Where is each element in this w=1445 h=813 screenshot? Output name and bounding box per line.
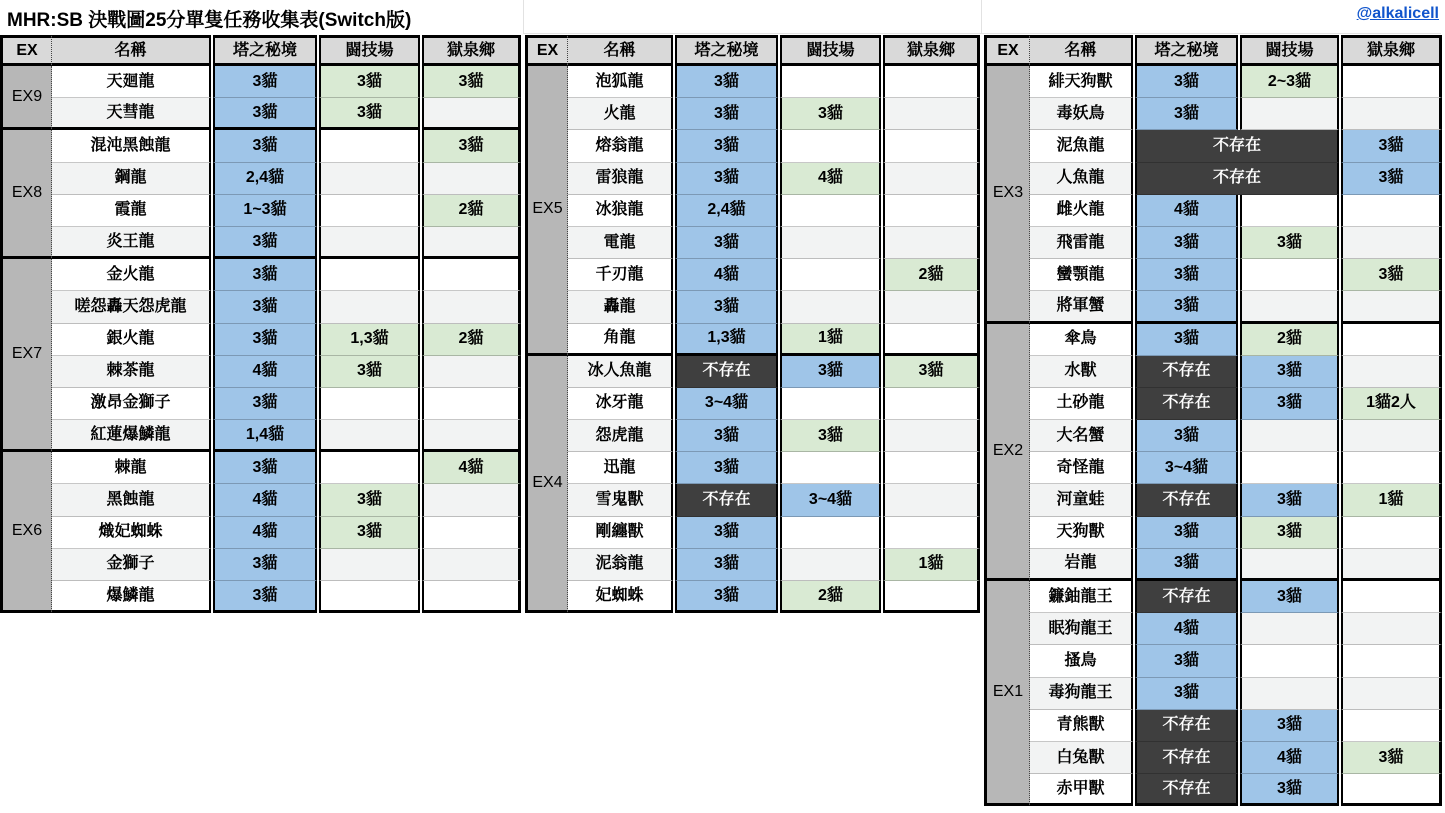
arena-value-cell: 4貓 [780, 163, 881, 195]
monster-name-cell: 激昂金獅子 [52, 388, 211, 420]
monster-name-cell: 緋天狗獸 [1030, 66, 1133, 98]
arena-value-cell [780, 291, 881, 323]
monster-name-cell: 冰牙龍 [568, 388, 673, 420]
arena-value-cell [319, 227, 420, 259]
page-title: MHR:SB 決戰圖25分單隻任務收集表(Switch版) [7, 10, 412, 31]
spring-value-cell [883, 324, 980, 356]
tower-value-cell: 不存在 [1135, 130, 1339, 162]
arena-value-cell: 3貓 [1240, 484, 1339, 516]
ex-table-3 [984, 35, 1442, 806]
arena-value-cell [319, 195, 420, 227]
spring-value-cell [422, 484, 521, 516]
spring-value-cell [1341, 678, 1442, 710]
arena-value-cell [1240, 259, 1339, 291]
arena-value-cell: 2貓 [780, 581, 881, 613]
spring-value-cell [422, 581, 521, 613]
column-header-name: 名稱 [1030, 35, 1133, 66]
arena-value-cell: 3貓 [1240, 356, 1339, 388]
tower-value-cell: 不存在 [1135, 356, 1238, 388]
tower-value-cell: 3貓 [1135, 420, 1238, 452]
tower-value-cell: 3貓 [1135, 549, 1238, 581]
arena-value-cell [1240, 549, 1339, 581]
monster-name-cell: 蠻顎龍 [1030, 259, 1133, 291]
column-header-name: 名稱 [52, 35, 211, 66]
spring-value-cell: 2貓 [422, 324, 521, 356]
arena-value-cell [780, 549, 881, 581]
arena-value-cell: 3貓 [319, 484, 420, 516]
spring-value-cell: 2貓 [883, 259, 980, 291]
tower-value-cell: 不存在 [1135, 484, 1238, 516]
arena-value-cell [780, 130, 881, 162]
tower-value-cell: 不存在 [1135, 388, 1238, 420]
monster-name-cell: 爆鱗龍 [52, 581, 211, 613]
tower-value-cell: 3貓 [1135, 291, 1238, 323]
monster-name-cell: 毒妖鳥 [1030, 98, 1133, 130]
monster-name-cell: 冰人魚龍 [568, 356, 673, 388]
arena-value-cell: 3貓 [1240, 774, 1339, 806]
arena-value-cell [780, 452, 881, 484]
monster-name-cell: 熾妃蜘蛛 [52, 517, 211, 549]
monster-name-cell: 毒狗龍王 [1030, 678, 1133, 710]
spring-value-cell [883, 388, 980, 420]
spring-value-cell [1341, 452, 1442, 484]
tower-value-cell: 3貓 [1135, 678, 1238, 710]
arena-value-cell: 3貓 [780, 356, 881, 388]
arena-value-cell: 3貓 [319, 517, 420, 549]
spring-value-cell: 2貓 [422, 195, 521, 227]
column-header-spring: 獄泉鄉 [883, 35, 980, 66]
monster-name-cell: 土砂龍 [1030, 388, 1133, 420]
arena-value-cell [1240, 613, 1339, 645]
tower-value-cell: 3貓 [1135, 227, 1238, 259]
spring-value-cell: 3貓 [1341, 130, 1442, 162]
monster-name-cell: 鋼龍 [52, 163, 211, 195]
ex-group-label: EX8 [0, 130, 52, 259]
monster-name-cell: 將軍蟹 [1030, 291, 1133, 323]
tower-value-cell: 3貓 [213, 324, 317, 356]
arena-value-cell: 3貓 [780, 420, 881, 452]
spring-value-cell [422, 98, 521, 130]
tower-value-cell: 1,4貓 [213, 420, 317, 452]
monster-name-cell: 水獸 [1030, 356, 1133, 388]
arena-value-cell: 1貓 [780, 324, 881, 356]
spring-value-cell: 3貓 [883, 356, 980, 388]
arena-value-cell [1240, 195, 1339, 227]
monster-name-cell: 泡狐龍 [568, 66, 673, 98]
arena-value-cell [780, 517, 881, 549]
spring-value-cell: 3貓 [1341, 163, 1442, 195]
monster-name-cell: 紅蓮爆鱗龍 [52, 420, 211, 452]
monster-name-cell: 青熊獸 [1030, 710, 1133, 742]
spring-value-cell [1341, 517, 1442, 549]
ex-group-label: EX6 [0, 452, 52, 613]
spring-value-cell [422, 517, 521, 549]
monster-name-cell: 金火龍 [52, 259, 211, 291]
tower-value-cell: 4貓 [213, 484, 317, 516]
spring-value-cell [1341, 98, 1442, 130]
tower-value-cell: 1~3貓 [213, 195, 317, 227]
tower-value-cell: 2,4貓 [213, 163, 317, 195]
arena-value-cell [319, 259, 420, 291]
tower-value-cell: 4貓 [1135, 613, 1238, 645]
arena-value-cell: 3貓 [319, 98, 420, 130]
arena-value-cell: 3貓 [780, 98, 881, 130]
ex-group-label: EX4 [525, 356, 568, 614]
tower-value-cell: 3貓 [675, 420, 778, 452]
ex-table-1 [0, 35, 521, 613]
tower-value-cell: 3貓 [1135, 324, 1238, 356]
spring-value-cell [883, 420, 980, 452]
tower-value-cell: 3貓 [1135, 259, 1238, 291]
spring-value-cell [422, 259, 521, 291]
tower-value-cell: 3~4貓 [1135, 452, 1238, 484]
monster-name-cell: 泥翁龍 [568, 549, 673, 581]
arena-value-cell [1240, 420, 1339, 452]
arena-value-cell: 4貓 [1240, 742, 1339, 774]
monster-name-cell: 河童蛙 [1030, 484, 1133, 516]
tower-value-cell: 不存在 [675, 356, 778, 388]
arena-value-cell [319, 420, 420, 452]
arena-value-cell [319, 388, 420, 420]
spring-value-cell [422, 549, 521, 581]
spring-value-cell: 1貓 [883, 549, 980, 581]
tower-value-cell: 3貓 [675, 291, 778, 323]
spring-value-cell [883, 291, 980, 323]
arena-value-cell [319, 452, 420, 484]
spring-value-cell: 4貓 [422, 452, 521, 484]
arena-value-cell [319, 549, 420, 581]
spring-value-cell [1341, 613, 1442, 645]
monster-name-cell: 眠狗龍王 [1030, 613, 1133, 645]
arena-value-cell: 1,3貓 [319, 324, 420, 356]
spring-value-cell: 1貓 [1341, 484, 1442, 516]
spring-value-cell [1341, 356, 1442, 388]
spring-value-cell [883, 66, 980, 98]
tower-value-cell: 3貓 [213, 130, 317, 162]
column-header-ex: EX [984, 35, 1030, 66]
monster-name-cell: 妃蜘蛛 [568, 581, 673, 613]
tower-value-cell: 3貓 [213, 227, 317, 259]
monster-name-cell: 熔翁龍 [568, 130, 673, 162]
tower-value-cell: 3貓 [213, 98, 317, 130]
tower-value-cell: 3貓 [213, 581, 317, 613]
tower-value-cell: 3貓 [1135, 98, 1238, 130]
arena-value-cell [319, 291, 420, 323]
tower-value-cell: 3貓 [675, 163, 778, 195]
monster-name-cell: 雌火龍 [1030, 195, 1133, 227]
monster-name-cell: 嗟怨轟天怨虎龍 [52, 291, 211, 323]
spring-value-cell [1341, 291, 1442, 323]
gridline [981, 0, 982, 33]
spring-value-cell [883, 195, 980, 227]
credit-link[interactable]: @alkalicell [1356, 5, 1439, 22]
spring-value-cell [422, 227, 521, 259]
tower-value-cell: 不存在 [1135, 163, 1339, 195]
tower-value-cell: 4貓 [1135, 195, 1238, 227]
spring-value-cell [883, 452, 980, 484]
tower-value-cell: 3~4貓 [675, 388, 778, 420]
arena-value-cell: 3貓 [1240, 227, 1339, 259]
tower-value-cell: 3貓 [1135, 645, 1238, 677]
arena-value-cell [780, 259, 881, 291]
arena-value-cell [1240, 98, 1339, 130]
tower-value-cell: 不存在 [675, 484, 778, 516]
arena-value-cell [1240, 452, 1339, 484]
monster-name-cell: 迅龍 [568, 452, 673, 484]
gridline [523, 33, 1441, 34]
spring-value-cell [1341, 581, 1442, 613]
arena-value-cell: 3~4貓 [780, 484, 881, 516]
monster-name-cell: 炎王龍 [52, 227, 211, 259]
ex-group-label: EX7 [0, 259, 52, 452]
tower-value-cell: 3貓 [675, 98, 778, 130]
tower-value-cell: 3貓 [675, 517, 778, 549]
tower-value-cell: 不存在 [1135, 581, 1238, 613]
tower-value-cell: 3貓 [675, 581, 778, 613]
spring-value-cell [1341, 227, 1442, 259]
tower-value-cell: 3貓 [213, 388, 317, 420]
spring-value-cell [883, 130, 980, 162]
arena-value-cell [319, 163, 420, 195]
arena-value-cell: 3貓 [319, 66, 420, 98]
tower-value-cell: 不存在 [1135, 742, 1238, 774]
tower-value-cell: 不存在 [1135, 710, 1238, 742]
tower-value-cell: 3貓 [1135, 517, 1238, 549]
spring-value-cell [422, 291, 521, 323]
ex-group-label: EX5 [525, 66, 568, 356]
arena-value-cell [1240, 645, 1339, 677]
spring-value-cell [1341, 774, 1442, 806]
tower-value-cell: 3貓 [213, 291, 317, 323]
monster-name-cell: 天廻龍 [52, 66, 211, 98]
column-header-ex: EX [525, 35, 568, 66]
gridline [523, 0, 524, 33]
tower-value-cell: 3貓 [213, 66, 317, 98]
ex-table-2 [525, 35, 980, 613]
tower-value-cell: 4貓 [213, 356, 317, 388]
spring-value-cell [1341, 195, 1442, 227]
arena-value-cell [780, 388, 881, 420]
arena-value-cell [1240, 291, 1339, 323]
spring-value-cell [1341, 324, 1442, 356]
column-header-arena: 闘技場 [319, 35, 420, 66]
arena-value-cell: 3貓 [1240, 388, 1339, 420]
arena-value-cell: 3貓 [1240, 710, 1339, 742]
monster-name-cell: 混沌黑蝕龍 [52, 130, 211, 162]
spring-value-cell [422, 420, 521, 452]
ex-group-label: EX9 [0, 66, 52, 130]
monster-name-cell: 銀火龍 [52, 324, 211, 356]
monster-name-cell: 雪鬼獸 [568, 484, 673, 516]
tower-value-cell: 1,3貓 [675, 324, 778, 356]
monster-name-cell: 岩龍 [1030, 549, 1133, 581]
monster-name-cell: 電龍 [568, 227, 673, 259]
monster-name-cell: 火龍 [568, 98, 673, 130]
monster-name-cell: 霞龍 [52, 195, 211, 227]
spring-value-cell [883, 581, 980, 613]
monster-name-cell: 剛纏獸 [568, 517, 673, 549]
monster-name-cell: 雷狼龍 [568, 163, 673, 195]
column-header-spring: 獄泉鄉 [1341, 35, 1442, 66]
monster-name-cell: 棘茶龍 [52, 356, 211, 388]
ex-group-label: EX1 [984, 581, 1030, 806]
monster-name-cell: 怨虎龍 [568, 420, 673, 452]
tower-value-cell: 3貓 [675, 452, 778, 484]
tower-value-cell: 3貓 [1135, 66, 1238, 98]
monster-name-cell: 傘鳥 [1030, 324, 1133, 356]
tower-value-cell: 3貓 [675, 549, 778, 581]
monster-name-cell: 赤甲獸 [1030, 774, 1133, 806]
monster-name-cell: 大名蟹 [1030, 420, 1133, 452]
tower-value-cell: 3貓 [213, 549, 317, 581]
spring-value-cell [1341, 420, 1442, 452]
column-header-tower: 塔之秘境 [213, 35, 317, 66]
spring-value-cell [1341, 710, 1442, 742]
monster-name-cell: 人魚龍 [1030, 163, 1133, 195]
monster-name-cell: 冰狼龍 [568, 195, 673, 227]
arena-value-cell: 2貓 [1240, 324, 1339, 356]
spring-value-cell [883, 227, 980, 259]
spring-value-cell [883, 484, 980, 516]
tower-value-cell: 2,4貓 [675, 195, 778, 227]
tower-value-cell: 3貓 [675, 66, 778, 98]
arena-value-cell [1240, 678, 1339, 710]
spring-value-cell [1341, 549, 1442, 581]
arena-value-cell: 3貓 [319, 356, 420, 388]
monster-name-cell: 搔鳥 [1030, 645, 1133, 677]
tower-value-cell: 3貓 [213, 259, 317, 291]
column-header-tower: 塔之秘境 [675, 35, 778, 66]
monster-name-cell: 奇怪龍 [1030, 452, 1133, 484]
arena-value-cell [319, 130, 420, 162]
spring-value-cell [883, 98, 980, 130]
spring-value-cell [1341, 66, 1442, 98]
spring-value-cell [883, 517, 980, 549]
ex-group-label: EX3 [984, 66, 1030, 324]
column-header-tower: 塔之秘境 [1135, 35, 1238, 66]
tower-value-cell: 4貓 [213, 517, 317, 549]
spring-value-cell [422, 163, 521, 195]
column-header-name: 名稱 [568, 35, 673, 66]
monster-name-cell: 天彗龍 [52, 98, 211, 130]
column-header-arena: 闘技場 [1240, 35, 1339, 66]
arena-value-cell [319, 581, 420, 613]
monster-name-cell: 泥魚龍 [1030, 130, 1133, 162]
spring-value-cell [422, 388, 521, 420]
spring-value-cell: 3貓 [422, 66, 521, 98]
arena-value-cell: 3貓 [1240, 517, 1339, 549]
monster-name-cell: 轟龍 [568, 291, 673, 323]
spring-value-cell [1341, 645, 1442, 677]
spring-value-cell: 3貓 [422, 130, 521, 162]
spring-value-cell: 3貓 [1341, 742, 1442, 774]
monster-name-cell: 棘龍 [52, 452, 211, 484]
monster-name-cell: 金獅子 [52, 549, 211, 581]
tower-value-cell: 不存在 [1135, 774, 1238, 806]
column-header-spring: 獄泉鄉 [422, 35, 521, 66]
arena-value-cell [780, 195, 881, 227]
column-header-ex: EX [0, 35, 52, 66]
spring-value-cell [883, 163, 980, 195]
tower-value-cell: 3貓 [675, 130, 778, 162]
arena-value-cell [780, 227, 881, 259]
monster-name-cell: 白兔獸 [1030, 742, 1133, 774]
monster-name-cell: 鐮鈾龍王 [1030, 581, 1133, 613]
spring-value-cell [422, 356, 521, 388]
tower-value-cell: 4貓 [675, 259, 778, 291]
arena-value-cell: 2~3貓 [1240, 66, 1339, 98]
column-header-arena: 闘技場 [780, 35, 881, 66]
monster-name-cell: 黑蝕龍 [52, 484, 211, 516]
tower-value-cell: 3貓 [675, 227, 778, 259]
monster-name-cell: 飛雷龍 [1030, 227, 1133, 259]
monster-name-cell: 角龍 [568, 324, 673, 356]
tower-value-cell: 3貓 [213, 452, 317, 484]
spring-value-cell: 1貓2人 [1341, 388, 1442, 420]
arena-value-cell: 3貓 [1240, 581, 1339, 613]
spring-value-cell: 3貓 [1341, 259, 1442, 291]
monster-name-cell: 千刃龍 [568, 259, 673, 291]
ex-group-label: EX2 [984, 324, 1030, 582]
arena-value-cell [780, 66, 881, 98]
monster-name-cell: 天狗獸 [1030, 517, 1133, 549]
